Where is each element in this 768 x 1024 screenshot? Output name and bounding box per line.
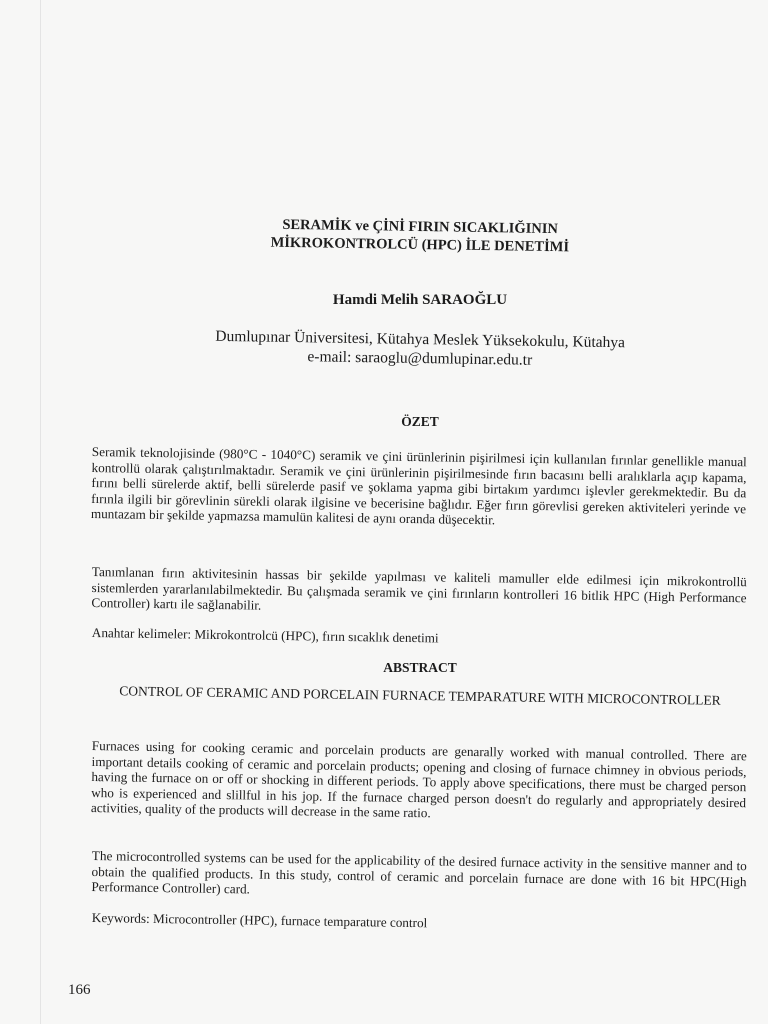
- affiliation-block: [80, 325, 761, 374]
- ozet-heading: ÖZET: [401, 414, 439, 429]
- affiliation: Dumlupınar Üniversitesi, Kütahya Meslek Yüksekokulu, Kütahya: [215, 327, 626, 352]
- abstract-paragraph-2: The microcontrolled systems can be used for the applicability of the desired furnace activity in the sensitive manner and to obtain the qualified products. In this study, control of ceramic and porcelain furnace are done with 16 bit HPC(High Performance Controller) card.: [91, 848, 747, 897]
- ozet-paragraph-2: Tanımlanan fırın aktivitesinin hassas bir şekilde yapılması ve kaliteli mamuller elde edilmesi için mikrokontrollü sistemlerden yararlanılabilmektedir. Bu çalışmada seramik ve çini fırınların kontrolleri 16 bitlik HPC (High Performance Controller) kartı ile sağlanabilir.: [91, 564, 747, 613]
- turkish-keywords: Anahtar kelimeler: Mikrokontrolcü (HPC), fırın sıcaklık denetimi: [91, 625, 439, 646]
- ozet-paragraph-1: Seramik teknolojisinde (980°C - 1040°C) seramik ve çini ürünlerinin pişirilmesi için kullanılan fırınlar genellikle manual kontrollü olarak çalıştırılmaktadır. Seramik ve çini ürünlerinin pişirilmesinde fırın bacasını belli aralıklarla açıp kapama, fırını belli sürelerde aktif, belli sürelerde pasif ve şoklama yapma gibi birtakım yardımcı işlevler gerekmektedir. Bu da fırınla ilgili bir görevlinin sürekli olarak ilgisine ve becerisine bağlıdır. Eğer fırın görevlisi gereken aktiviteleri yerinde ve muntazam bir şekilde yapmazsa mamulün kalitesi de aynı oranda düşecektir.: [90, 444, 747, 528]
- author-email: e-mail: saraoglu@dumlupinar.edu.tr: [307, 348, 533, 369]
- author-name: Hamdi Melih SARAOĞLU: [332, 292, 508, 308]
- english-title: CONTROL OF CERAMIC AND PORCELAIN FURNACE TEMPARATURE WITH MICROCONTROLLER: [119, 683, 721, 708]
- page-edge-divider: [40, 0, 41, 1024]
- paper-title: [80, 213, 760, 260]
- abstract-paragraph-1: Furnaces using for cooking ceramic and porcelain products are genarally worked with manual controlled. There are important details cooking of ceramic and porcelain products; opening and closing of furnace chimney in obvious periods, having the furnace on or off or shocking in different periods. To apply above specifications, there must be charged person who is experienced and slillful in his jop. If the furnace charged person doesn't do regularly and appropriately desired activities, quality of the products will decrease in the same ratio.: [90, 738, 747, 821]
- title-line-2: MİKROKONTROLCÜ (HPC) İLE DENETİMİ: [270, 234, 570, 256]
- page-number: 166: [68, 982, 91, 998]
- english-keywords: Keywords: Microcontroller (HPC), furnace temparature control: [91, 910, 428, 931]
- abstract-heading: ABSTRACT: [383, 660, 457, 675]
- title-line-1: SERAMİK ve ÇİNİ FIRIN SICAKLIĞININ: [282, 216, 559, 238]
